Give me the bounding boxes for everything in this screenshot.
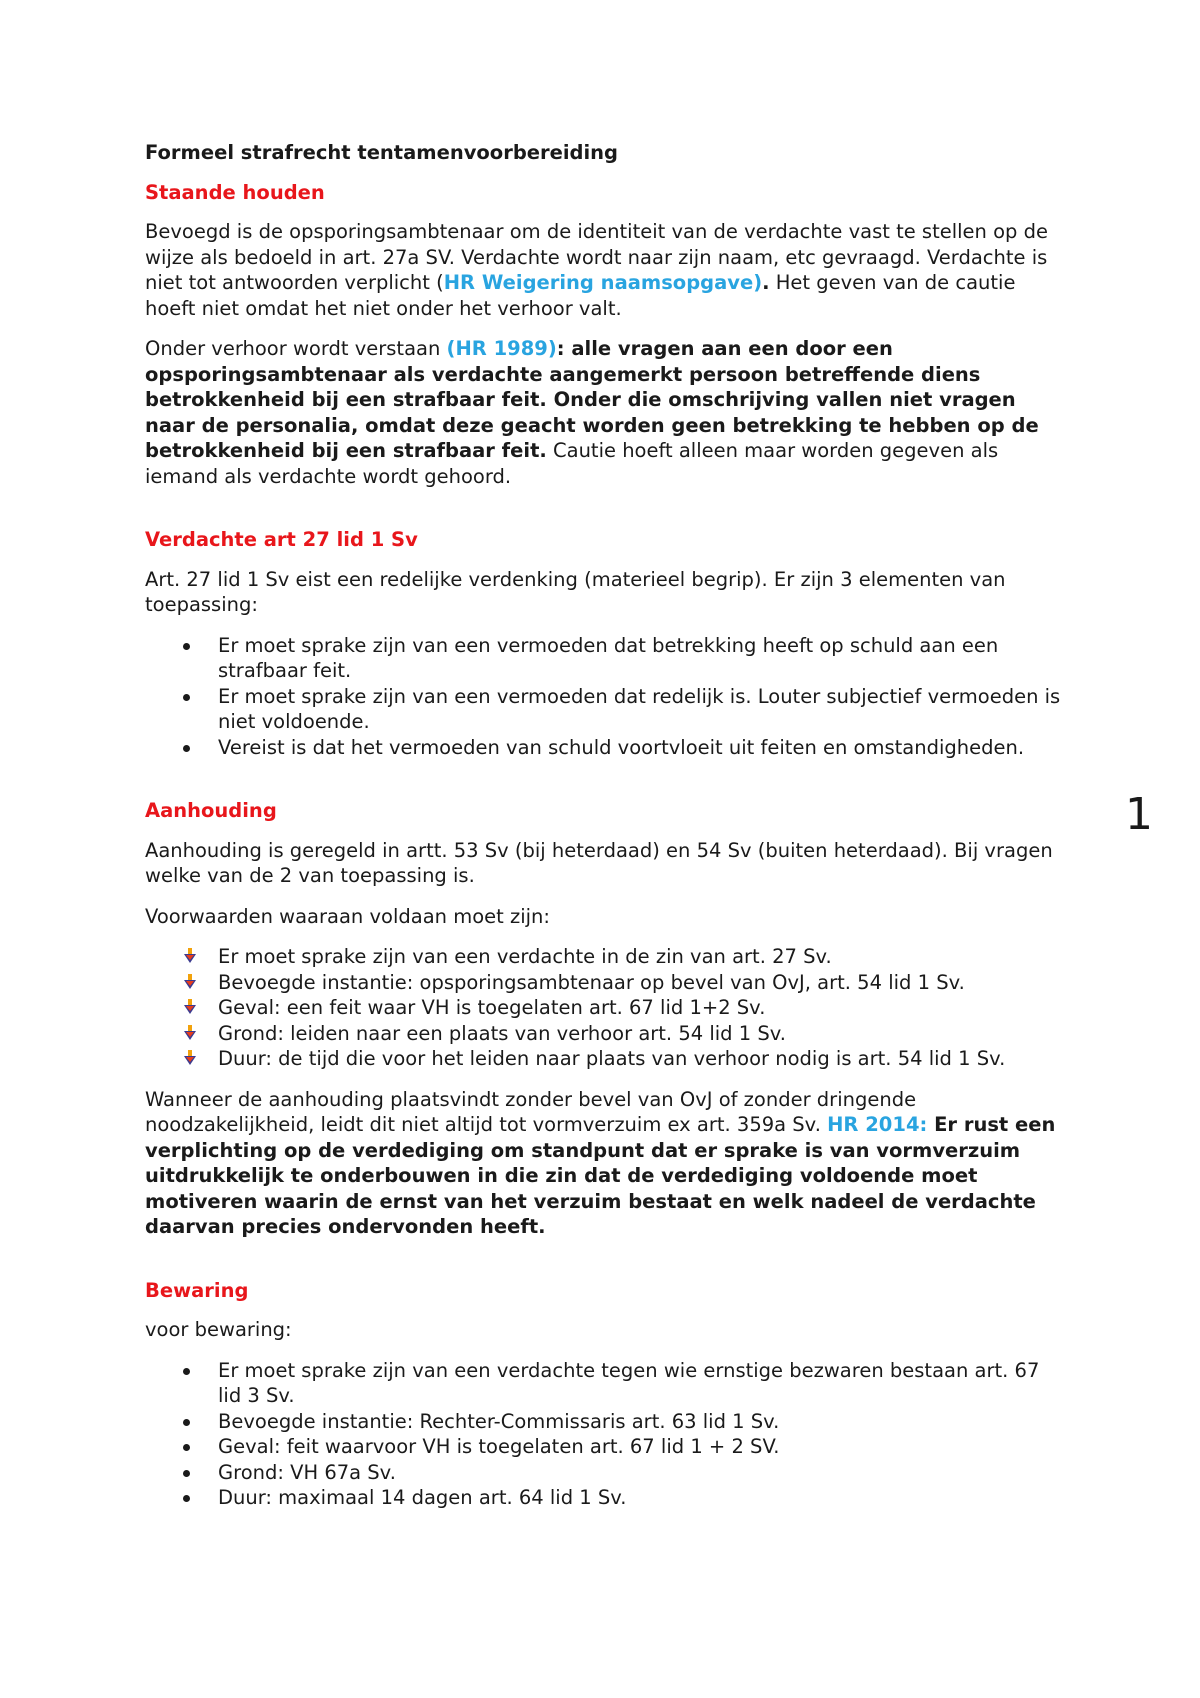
list-item-text: Geval: een feit waar VH is toegelaten art. 67 lid 1+2 Sv. [218, 996, 766, 1019]
case-reference: HR Weigering naamsopgave) [443, 271, 763, 294]
arrow-bullet-icon [183, 1025, 197, 1041]
document-page [145, 140, 1065, 1526]
paragraph-staande-houden-2 [145, 336, 1065, 489]
list-item: Vereist is dat het vermoeden van schuld voortvloeit uit feiten en omstandigheden. [145, 735, 1065, 761]
list-item [145, 1046, 1065, 1072]
paragraph-aanhouding-3 [145, 1087, 1065, 1240]
text-run: Onder verhoor wordt verstaan [145, 337, 447, 360]
paragraph-staande-houden-1 [145, 219, 1065, 321]
document-title: Formeel strafrecht tentamenvoorbereiding [145, 141, 619, 164]
arrow-bullet-icon [183, 974, 197, 990]
list-item: Geval: feit waarvoor VH is toegelaten art. 67 lid 1 + 2 SV. [145, 1434, 1065, 1460]
case-reference: HR 2014: [827, 1113, 928, 1136]
list-item-text: Bevoegde instantie: opsporingsambtenaar op bevel van OvJ, art. 54 lid 1 Sv. [218, 970, 965, 994]
page-number: 1 [1125, 789, 1153, 840]
list-item: Er moet sprake zijn van een vermoeden dat betrekking heeft op schuld aan een strafbaar feit. [145, 633, 1065, 684]
text-run: Bevoegd is de opsporingsambtenaar om de identiteit van de verdachte vast te stellen op de wijze als bedoeld in art. 27a SV. Verdachte wordt naar zijn naam, etc gevraagd. Verdachte is niet tot antwoorden verplicht ( [145, 220, 1048, 294]
bold-run: Er rust een verplichting op de verdediging om standpunt dat er sprake is van vormverzuim uitdrukkelijk te onderbouwen in die zin dat de verdediging voldoende moet motiveren waarin de ernst van het verzuim bestaat en welk nadeel de verdachte daarvan precies ondervonden heeft. [145, 1113, 1056, 1238]
list-item: Grond: VH 67a Sv. [145, 1460, 1065, 1486]
list-item [145, 1021, 1065, 1047]
paragraph-aanhouding-1: Aanhouding is geregeld in artt. 53 Sv (bij heterdaad) en 54 Sv (buiten heterdaad). Bij vragen welke van de 2 van toepassing is. [145, 838, 1053, 887]
list-item [145, 995, 1065, 1021]
heading-staande-houden: Staande houden [145, 180, 325, 204]
bullet-list-bewaring [145, 1358, 1065, 1511]
paragraph-aanhouding-2: Voorwaarden waaraan voldaan moet zijn: [145, 904, 550, 928]
arrow-bullet-icon [183, 948, 197, 964]
list-item [145, 944, 1065, 970]
case-reference: (HR 1989) [446, 337, 557, 360]
list-item: Duur: maximaal 14 dagen art. 64 lid 1 Sv. [145, 1485, 1065, 1511]
text-run: Wanneer de aanhouding plaatsvindt zonder bevel van OvJ of zonder dringende noodzakelijkheid, leidt dit niet altijd tot vormverzuim ex art. 359a Sv. [145, 1087, 917, 1136]
heading-aanhouding: Aanhouding [145, 799, 277, 822]
list-item: Bevoegde instantie: Rechter-Commissaris art. 63 lid 1 Sv. [145, 1409, 1065, 1435]
paragraph-bewaring-intro: voor bewaring: [145, 1318, 292, 1341]
paragraph-verdachte-intro: Art. 27 lid 1 Sv eist een redelijke verdenking (materieel begrip). Er zijn 3 elementen van toepassing: [145, 567, 1006, 616]
list-item [145, 970, 1065, 996]
text-run: Cautie hoeft alleen maar worden gegeven als iemand als verdachte wordt gehoord. [145, 439, 999, 488]
text-run: Het geven van de cautie hoeft niet omdat het niet onder het verhoor valt. [145, 271, 1016, 320]
list-item-text: Grond: leiden naar een plaats van verhoor art. 54 lid 1 Sv. [218, 1021, 786, 1045]
heading-bewaring: Bewaring [145, 1278, 249, 1302]
arrow-list-aanhouding [145, 944, 1065, 1072]
bullet-list-verdachte [145, 633, 1065, 761]
bold-run: : alle vragen aan een door een opsporingsambtenaar als verdachte aangemerkt persoon betreffende diens betrokkenheid bij een strafbaar feit. Onder die omschrijving vallen niet vragen naar de personalia, omdat deze geacht worden geen betrekking te hebben op de betrokkenheid bij een strafbaar feit. [145, 337, 1039, 462]
list-item: Er moet sprake zijn van een vermoeden dat redelijk is. Louter subjectief vermoeden is niet voldoende. [145, 684, 1065, 735]
heading-verdachte: Verdachte art 27 lid 1 Sv [145, 528, 418, 551]
list-item: Er moet sprake zijn van een verdachte tegen wie ernstige bezwaren bestaan art. 67 lid 3 Sv. [145, 1358, 1065, 1409]
arrow-bullet-icon [183, 999, 197, 1015]
list-item-text: Er moet sprake zijn van een verdachte in de zin van art. 27 Sv. [218, 945, 832, 968]
list-item-text: Duur: de tijd die voor het leiden naar plaats van verhoor nodig is art. 54 lid 1 Sv. [218, 1047, 1006, 1070]
arrow-bullet-icon [183, 1050, 197, 1066]
bold-run: . [762, 271, 770, 294]
